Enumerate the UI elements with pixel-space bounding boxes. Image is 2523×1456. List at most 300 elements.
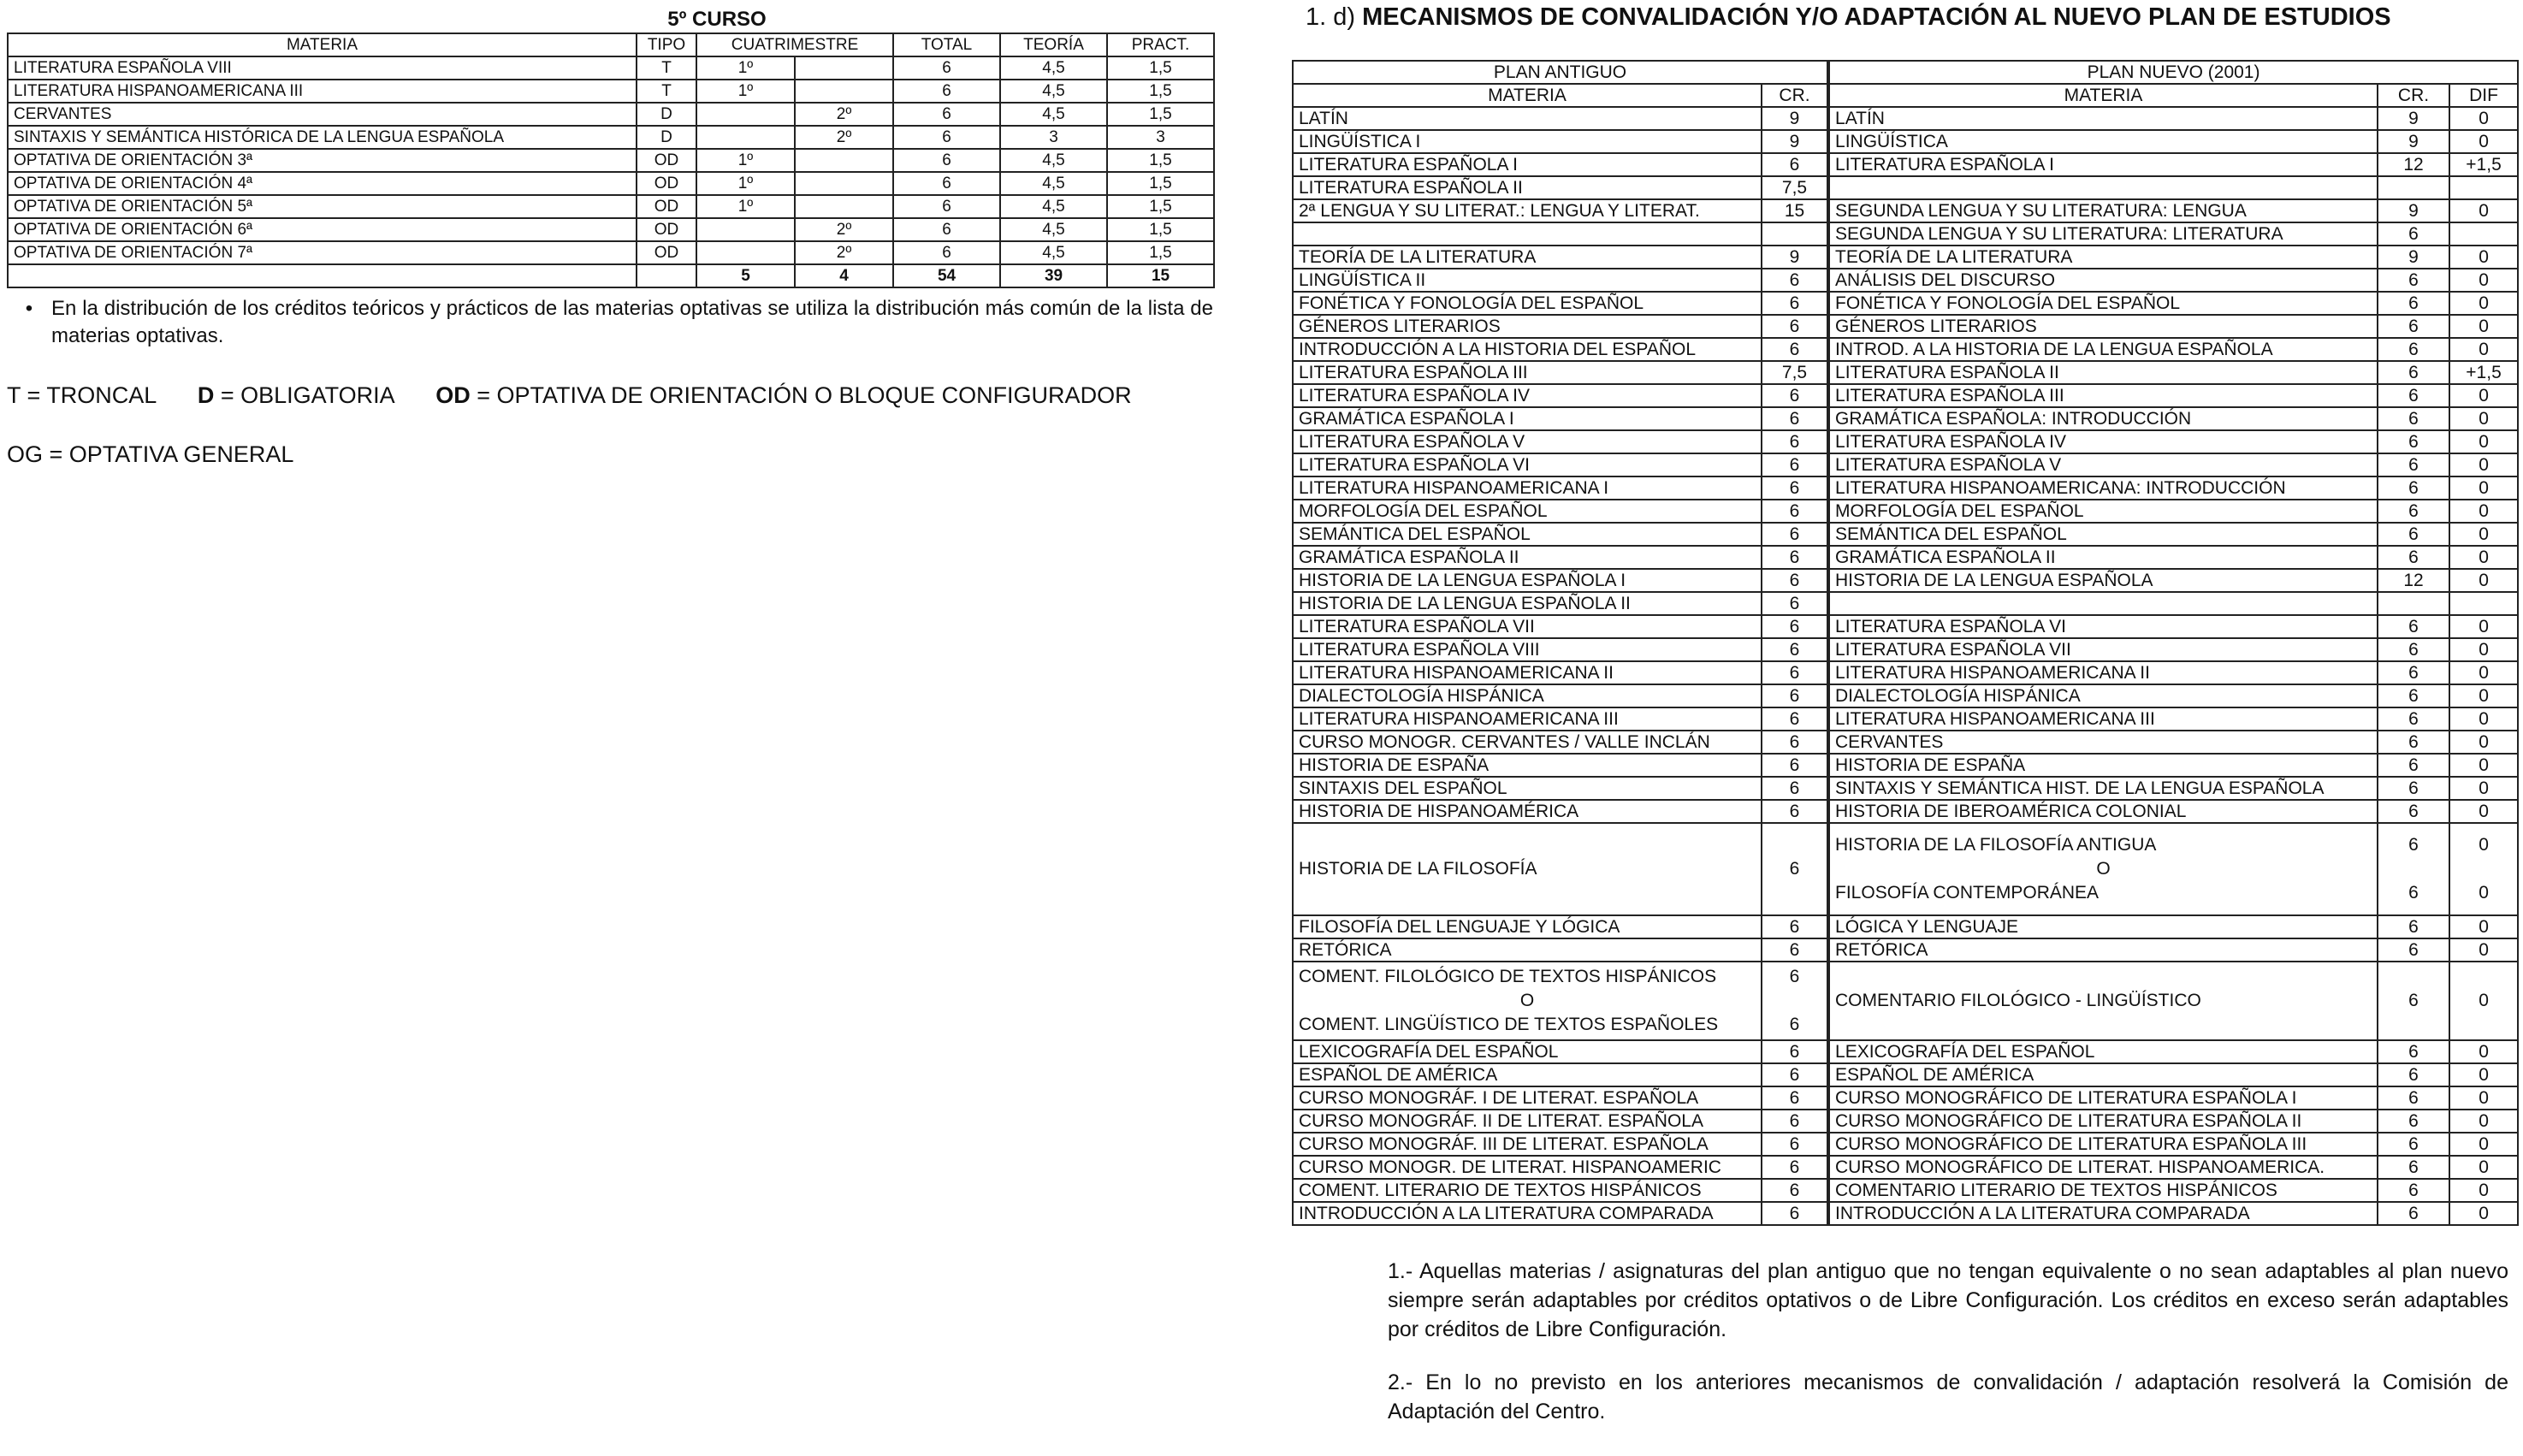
new-materia: LITERATURA ESPAÑOLA VII [1828,638,2378,661]
dif-options [2449,823,2518,915]
new-materia: SEMÁNTICA DEL ESPAÑOL [1828,523,2378,546]
old-materia: CURSO MONOGR. CERVANTES / VALLE INCLÁN [1293,731,1762,754]
note-1: 1.- Aquellas materias / asignaturas del plan antiguo que no tengan equivalente o no sean adaptables al plan nuevo siempre serán adaptables por créditos optativos o de Libre Configuración. Los créditos en exceso serán adaptables por créditos de Libre Configuración. [1388,1259,2508,1341]
old-cr: 6 [1762,777,1828,800]
new-cr: 6 [2378,684,2449,707]
old-materia: HISTORIA DE ESPAÑA [1293,754,1762,777]
old-cr: 6 [1762,1133,1828,1156]
old-cr: 6 [1762,754,1828,777]
old-cr: 6 [1762,684,1828,707]
old-materia: GRAMÁTICA ESPAÑOLA I [1293,407,1762,430]
total-cell: 6 [893,172,1000,195]
table-row [1293,1110,2518,1133]
new-materia: LITERATURA ESPAÑOLA II [1828,361,2378,384]
teoria-cell: 3 [1000,126,1107,149]
new-materia: TEORÍA DE LA LITERATURA [1828,246,2378,269]
total-cell: 6 [893,195,1000,218]
new-materia: CURSO MONOGRÁFICO DE LITERATURA ESPAÑOLA I [1828,1086,2378,1110]
cuatrimestre-1-cell: 1º [696,80,795,103]
pract-cell: 1,5 [1107,195,1214,218]
legend-key-od: OD [435,382,471,408]
new-materia: CURSO MONOGRÁFICO DE LITERAT. HISPANOAMERICA. [1828,1156,2378,1179]
tipo-cell: T [637,56,696,80]
teoria-cell: 4,5 [1000,56,1107,80]
old-materia: DIALECTOLOGÍA HISPÁNICA [1293,684,1762,707]
dif: 0 [2449,338,2518,361]
new-cr: 6 [2378,476,2449,500]
table-row [1293,269,2518,292]
table-row [1293,615,2518,638]
dif: 0 [2449,661,2518,684]
table-row [1293,777,2518,800]
dif: 0 [2449,800,2518,823]
old-cr-2: 6 [1789,1015,1800,1034]
dif-1: 0 [2479,835,2489,855]
old-cr: 6 [1762,338,1828,361]
table-row [1293,1086,2518,1110]
materia-cell: LITERATURA ESPAÑOLA VIII [8,56,637,80]
dif: 0 [2449,384,2518,407]
course-table-body [8,56,1214,264]
left-section [7,7,1213,468]
old-materia: LITERATURA HISPANOAMERICANA II [1293,661,1762,684]
plan-header-row [1293,61,2518,84]
cuatrimestre-1-cell: 1º [696,56,795,80]
legend-val-od: = OPTATIVA DE ORIENTACIÓN O BLOQUE CONFIGURADOR [477,382,1132,408]
new-cr-2: 6 [2408,883,2419,903]
old-cr: 6 [1762,638,1828,661]
dif: 0 [2449,1133,2518,1156]
new-materia: CURSO MONOGRÁFICO DE LITERATURA ESPAÑOLA II [1828,1110,2378,1133]
dif: 0 [2449,684,2518,707]
table-row [1293,453,2518,476]
new-cr: 6 [2378,1110,2449,1133]
old-cr: 6 [1762,384,1828,407]
cuatrimestre-1-cell: 1º [696,195,795,218]
old-materia: LITERATURA ESPAÑOLA IV [1293,384,1762,407]
tipo-cell: D [637,126,696,149]
option-separator: O [1519,991,1535,1010]
old-cr: 6 [1762,915,1828,938]
old-materia: ESPAÑOL DE AMÉRICA [1293,1063,1762,1086]
new-materia: LITERATURA HISPANOAMERICANA III [1828,707,2378,731]
new-cr: 6 [2378,430,2449,453]
total-cell: 6 [893,149,1000,172]
totals-empty [637,264,696,287]
teoria-cell: 4,5 [1000,80,1107,103]
new-cr: 6 [2378,384,2449,407]
old-materia-option-1: COMENT. FILOLÓGICO DE TEXTOS HISPÁNICOS [1299,967,1717,986]
new-cr: 9 [2378,107,2449,130]
table-row [1293,915,2518,938]
dif: 0 [2449,453,2518,476]
old-materia: HISTORIA DE LA LENGUA ESPAÑOLA II [1293,592,1762,615]
table-row [1293,1063,2518,1086]
new-materia [1828,176,2378,199]
old-cr: 6 [1762,1202,1828,1225]
pract-cell: 1,5 [1107,56,1214,80]
old-materia: GRAMÁTICA ESPAÑOLA II [1293,546,1762,569]
table-row [8,80,1214,103]
table-row [1293,338,2518,361]
plan-subheader-row [1293,84,2518,107]
cuatrimestre-1-cell [696,126,795,149]
materia-cell: OPTATIVA DE ORIENTACIÓN 4ª [8,172,637,195]
old-materia: LITERATURA ESPAÑOLA VI [1293,453,1762,476]
table-row [1293,707,2518,731]
old-cr: 6 [1762,407,1828,430]
new-materia: GRAMÁTICA ESPAÑOLA: INTRODUCCIÓN [1828,407,2378,430]
old-cr: 6 [1762,1179,1828,1202]
right-section [1292,0,2517,1450]
new-materia: LITERATURA HISPANOAMERICANA: INTRODUCCIÓN [1828,476,2378,500]
old-cr: 6 [1762,938,1828,962]
dif: 0 [2449,315,2518,338]
old-materia: LITERATURA ESPAÑOLA VII [1293,615,1762,638]
total-cell: 6 [893,80,1000,103]
old-cr: 6 [1762,1110,1828,1133]
new-materia: LATÍN [1828,107,2378,130]
dif: 0 [2449,1110,2518,1133]
section-heading: MECANISMOS DE CONVALIDACIÓN Y/O ADAPTACIÓN AL NUEVO PLAN DE ESTUDIOS [1362,3,2391,31]
table-row [1293,823,2518,915]
new-materia-option-2: FILOSOFÍA CONTEMPORÁNEA [1835,883,2100,903]
table-row [8,172,1214,195]
new-materia: GÉNEROS LITERARIOS [1828,315,2378,338]
old-materia: CURSO MONOGRÁF. II DE LITERAT. ESPAÑOLA [1293,1110,1762,1133]
table-row [1293,130,2518,153]
cuatrimestre-1-cell [696,218,795,241]
materia-cell: SINTAXIS Y SEMÁNTICA HISTÓRICA DE LA LENGUA ESPAÑOLA [8,126,637,149]
plan-table [1292,60,2519,1226]
old-materia: CURSO MONOGRÁF. III DE LITERAT. ESPAÑOLA [1293,1133,1762,1156]
new-materia: GRAMÁTICA ESPAÑOLA II [1828,546,2378,569]
dif: 0 [2449,1086,2518,1110]
cuatrimestre-2-cell [795,56,893,80]
new-materia: LÓGICA Y LENGUAJE [1828,915,2378,938]
new-cr: 6 [2378,915,2449,938]
dif: 0 [2449,523,2518,546]
dif: 0 [2449,731,2518,754]
table-row [1293,407,2518,430]
new-materia: DIALECTOLOGÍA HISPÁNICA [1828,684,2378,707]
old-materia: GÉNEROS LITERARIOS [1293,315,1762,338]
dif: 0 [2449,707,2518,731]
new-materia: HISTORIA DE LA LENGUA ESPAÑOLA [1828,569,2378,592]
new-cr: 6 [2378,661,2449,684]
tipo-cell: OD [637,241,696,264]
table-row [1293,592,2518,615]
plan-nuevo-header: PLAN NUEVO (2001) [1828,61,2518,84]
old-materia: TEORÍA DE LA LITERATURA [1293,246,1762,269]
old-cr: 6 [1762,823,1828,915]
table-row [1293,476,2518,500]
pract-cell: 3 [1107,126,1214,149]
old-cr: 6 [1762,707,1828,731]
legend-key-d: D [197,382,215,408]
old-cr-1: 6 [1789,967,1800,986]
total-credits: 54 [893,264,1000,287]
section-title [1306,0,2517,34]
old-cr: 6 [1762,500,1828,523]
teoria-cell: 4,5 [1000,241,1107,264]
total-c2: 4 [795,264,893,287]
tipo-cell: D [637,103,696,126]
new-materia: FONÉTICA Y FONOLOGÍA DEL ESPAÑOL [1828,292,2378,315]
old-cr: 6 [1762,430,1828,453]
table-row [1293,199,2518,222]
table-row [1293,292,2518,315]
table-row [1293,153,2518,176]
dif: 0 [2449,246,2518,269]
dif: 0 [2449,962,2518,1040]
header-materia: MATERIA [8,33,637,56]
new-materia: INTROD. A LA HISTORIA DE LA LENGUA ESPAÑOLA [1828,338,2378,361]
course-table-header [8,33,1214,56]
section-number: 1. d) [1306,3,1356,31]
dif: 0 [2449,615,2518,638]
bullet-text: En la distribución de los créditos teóricos y prácticos de las materias optativas se utiliza la distribución más común de la lista de materias optativas. [51,297,1213,347]
old-cr: 6 [1762,1086,1828,1110]
table-row [1293,176,2518,199]
pract-cell: 1,5 [1107,80,1214,103]
new-materia: CERVANTES [1828,731,2378,754]
old-cr: 6 [1762,800,1828,823]
old-materia: LINGÜÍSTICA II [1293,269,1762,292]
total-cell: 6 [893,56,1000,80]
tipo-cell: T [637,80,696,103]
new-cr: 6 [2378,800,2449,823]
old-cr: 6 [1762,523,1828,546]
new-cr: 6 [2378,269,2449,292]
table-row [1293,523,2518,546]
old-materia: LITERATURA ESPAÑOLA II [1293,176,1762,199]
old-materia: HISTORIA DE LA LENGUA ESPAÑOLA I [1293,569,1762,592]
table-row [1293,938,2518,962]
new-materia-options [1828,823,2378,915]
old-cr: 6 [1762,546,1828,569]
header-cuatrimestre: CUATRIMESTRE [696,33,893,56]
old-materia: MORFOLOGÍA DEL ESPAÑOL [1293,500,1762,523]
teoria-cell: 4,5 [1000,103,1107,126]
teoria-cell: 4,5 [1000,172,1107,195]
new-cr: 6 [2378,1156,2449,1179]
old-cr: 6 [1762,315,1828,338]
total-cell: 6 [893,218,1000,241]
table-row [1293,1156,2518,1179]
note-2: 2.- En lo no previsto en los anteriores mecanismos de convalidación / adaptación resolverá la Comisión de Adaptación del Centro. [1388,1370,2508,1423]
old-materia-options [1293,962,1762,1040]
old-cr: 6 [1762,1156,1828,1179]
old-materia: RETÓRICA [1293,938,1762,962]
new-materia: RETÓRICA [1828,938,2378,962]
new-materia: COMENTARIO FILOLÓGICO - LINGÜÍSTICO [1828,962,2378,1040]
old-cr: 6 [1762,1063,1828,1086]
new-cr: 9 [2378,130,2449,153]
dif: 0 [2449,569,2518,592]
new-cr: 6 [2378,1202,2449,1225]
new-materia: MORFOLOGÍA DEL ESPAÑOL [1828,500,2378,523]
old-materia: SEMÁNTICA DEL ESPAÑOL [1293,523,1762,546]
legend-og [7,441,1213,468]
course-table [7,33,1215,288]
pract-cell: 1,5 [1107,172,1214,195]
new-cr-1: 6 [2408,835,2419,855]
table-row [1293,107,2518,130]
legend-val-t: = TRONCAL [27,382,157,408]
old-materia: CURSO MONOGR. DE LITERAT. HISPANOAMERIC [1293,1156,1762,1179]
new-cr: 6 [2378,1063,2449,1086]
new-cr: 6 [2378,453,2449,476]
dif: +1,5 [2449,153,2518,176]
new-cr [2378,592,2449,615]
old-materia: CURSO MONOGRÁF. I DE LITERAT. ESPAÑOLA [1293,1086,1762,1110]
total-teoria: 39 [1000,264,1107,287]
new-cr-options [2378,823,2449,915]
old-materia: 2ª LENGUA Y SU LITERAT.: LENGUA Y LITERAT. [1293,199,1762,222]
dif: 0 [2449,292,2518,315]
legend-types [7,382,1213,409]
dif: 0 [2449,1040,2518,1063]
old-cr: 6 [1762,661,1828,684]
legend-val-og: = OPTATIVA GENERAL [49,441,294,467]
materia-cell: LITERATURA HISPANOAMERICANA III [8,80,637,103]
tipo-cell: OD [637,195,696,218]
table-row [1293,754,2518,777]
new-materia: INTRODUCCIÓN A LA LITERATURA COMPARADA [1828,1202,2378,1225]
old-materia: LITERATURA ESPAÑOLA I [1293,153,1762,176]
dif [2449,592,2518,615]
dif: 0 [2449,638,2518,661]
new-materia: SEGUNDA LENGUA Y SU LITERATURA: LITERATURA [1828,222,2378,246]
legend-key-t: T [7,382,21,408]
old-cr: 6 [1762,731,1828,754]
table-row [1293,800,2518,823]
new-cr: 6 [2378,731,2449,754]
cuatrimestre-2-cell: 2º [795,103,893,126]
old-materia: HISTORIA DE LA FILOSOFÍA [1293,823,1762,915]
dif: 0 [2449,1179,2518,1202]
old-cr: 6 [1762,569,1828,592]
old-materia: SINTAXIS DEL ESPAÑOL [1293,777,1762,800]
dif [2449,222,2518,246]
old-materia: INTRODUCCIÓN A LA HISTORIA DEL ESPAÑOL [1293,338,1762,361]
dif: 0 [2449,130,2518,153]
old-materia: LITERATURA ESPAÑOLA VIII [1293,638,1762,661]
teoria-cell: 4,5 [1000,195,1107,218]
dif: 0 [2449,430,2518,453]
dif: 0 [2449,915,2518,938]
table-row [1293,962,2518,1040]
new-cr: 6 [2378,315,2449,338]
table-row [8,103,1214,126]
old-cr: 6 [1762,453,1828,476]
course-totals-row [8,264,1214,287]
header-pract: PRACT. [1107,33,1214,56]
new-materia: SEGUNDA LENGUA Y SU LITERATURA: LENGUA [1828,199,2378,222]
teoria-cell: 4,5 [1000,149,1107,172]
old-cr: 6 [1762,592,1828,615]
old-materia: FONÉTICA Y FONOLOGÍA DEL ESPAÑOL [1293,292,1762,315]
option-separator: O [2096,859,2111,879]
dif: 0 [2449,407,2518,430]
dif: 0 [2449,107,2518,130]
course-title: 5º CURSO [667,8,767,31]
table-row [1293,1202,2518,1225]
table-row [1293,1040,2518,1063]
total-c1: 5 [696,264,795,287]
new-cr: 6 [2378,361,2449,384]
new-cr: 6 [2378,407,2449,430]
new-materia: LINGÜÍSTICA [1828,130,2378,153]
old-materia: LEXICOGRAFÍA DEL ESPAÑOL [1293,1040,1762,1063]
cuatrimestre-1-cell [696,241,795,264]
new-cr: 6 [2378,707,2449,731]
new-cr: 6 [2378,962,2449,1040]
new-materia: ANÁLISIS DEL DISCURSO [1828,269,2378,292]
table-row [8,218,1214,241]
new-materia: COMENTARIO LITERARIO DE TEXTOS HISPÁNICOS [1828,1179,2378,1202]
dif: 0 [2449,1063,2518,1086]
old-cr: 6 [1762,292,1828,315]
new-materia-header: MATERIA [1828,84,2378,107]
table-row [1293,430,2518,453]
new-materia: LITERATURA ESPAÑOLA I [1828,153,2378,176]
table-row [8,126,1214,149]
table-row [1293,384,2518,407]
new-materia: LITERATURA ESPAÑOLA III [1828,384,2378,407]
old-cr: 9 [1762,130,1828,153]
plan-body-filosofia [1293,823,2518,915]
total-cell: 6 [893,103,1000,126]
teoria-cell: 4,5 [1000,218,1107,241]
bullet-icon: • [25,297,33,320]
materia-cell: OPTATIVA DE ORIENTACIÓN 7ª [8,241,637,264]
new-cr: 6 [2378,338,2449,361]
dif-2: 0 [2479,883,2489,903]
pract-cell: 1,5 [1107,241,1214,264]
old-materia [1293,222,1762,246]
new-cr: 6 [2378,292,2449,315]
dif: 0 [2449,938,2518,962]
table-row [8,56,1214,80]
materia-cell: CERVANTES [8,103,637,126]
legend-key-og: OG [7,441,44,467]
table-row [1293,684,2518,707]
dif: +1,5 [2449,361,2518,384]
new-cr: 12 [2378,569,2449,592]
pract-cell: 1,5 [1107,103,1214,126]
new-cr: 6 [2378,777,2449,800]
new-materia: CURSO MONOGRÁFICO DE LITERATURA ESPAÑOLA III [1828,1133,2378,1156]
totals-empty [8,264,637,287]
table-row [1293,569,2518,592]
cuatrimestre-1-cell: 1º [696,149,795,172]
old-materia-option-2: COMENT. LINGÜÍSTICO DE TEXTOS ESPAÑOLES [1299,1015,1719,1034]
new-materia-option-1: HISTORIA DE LA FILOSOFÍA ANTIGUA [1835,835,2157,855]
old-materia: LITERATURA HISPANOAMERICANA I [1293,476,1762,500]
new-materia: HISTORIA DE IBEROAMÉRICA COLONIAL [1828,800,2378,823]
old-cr: 15 [1762,199,1828,222]
total-pract: 15 [1107,264,1214,287]
table-row [8,241,1214,264]
pract-cell: 1,5 [1107,218,1214,241]
new-cr: 6 [2378,938,2449,962]
new-cr [2378,176,2449,199]
table-row [1293,638,2518,661]
tipo-cell: OD [637,172,696,195]
old-cr: 9 [1762,107,1828,130]
